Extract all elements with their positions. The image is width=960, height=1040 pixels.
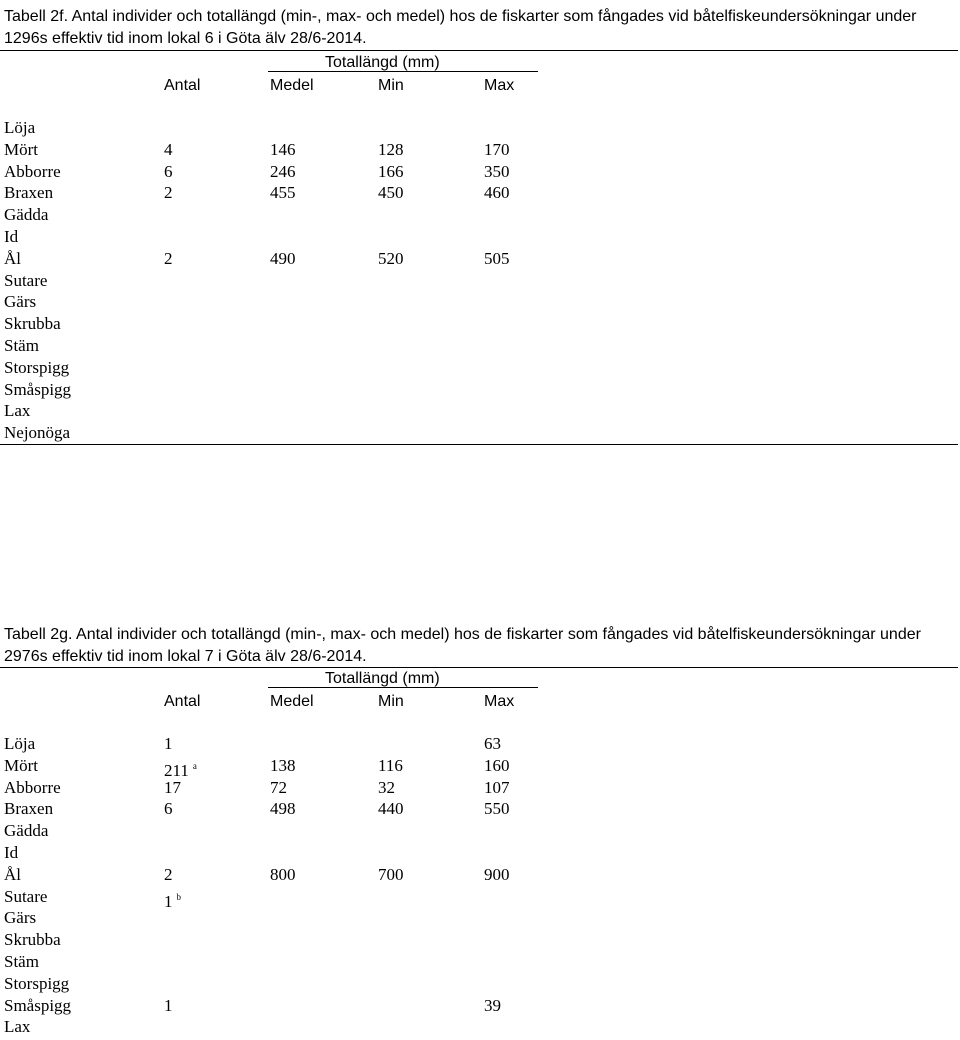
table-2f-bottom-rule: [0, 444, 958, 445]
species-cell: Gärs: [4, 908, 37, 928]
table-row: [4, 313, 564, 335]
table-row: [4, 248, 564, 270]
min-cell: 32: [378, 777, 395, 797]
species-cell: Gärs: [4, 292, 37, 312]
table-2f-col-antal: Antal: [164, 77, 201, 94]
table-2g-group-rule: [268, 687, 538, 688]
max-cell: 170: [484, 139, 510, 159]
antal-cell: 2: [164, 183, 173, 203]
table-row: [4, 842, 564, 864]
min-cell: 520: [378, 248, 404, 268]
antal-cell: 211 $^a$: [164, 760, 197, 780]
table-2f-col-max: Max: [484, 77, 515, 94]
species-cell: Lax: [4, 401, 31, 421]
table-row: [4, 335, 564, 357]
table-row: [4, 777, 564, 799]
table-2g-caption: Tabell 2g. Antal individer och totallängd (min-, max- och medel) hos de fiskarter som fångades vid båtelfiskeundersökningar under 2976s effektiv tid inom lokal 7 i Göta älv 28/6-2014.: [4, 626, 921, 665]
table-row: [4, 400, 564, 422]
max-cell: 350: [484, 161, 510, 181]
species-cell: Mört: [4, 755, 38, 775]
medel-cell: 490: [270, 248, 296, 268]
table-row: [4, 357, 564, 379]
species-cell: Id: [4, 227, 19, 246]
table-2f-caption: Tabell 2f. Antal individer och totallängd (min-, max- och medel) hos de fiskarter som fångades vid båtelfiskeundersökningar under 1296s effektiv tid inom lokal 6 i Göta älv 28/6-2014.: [4, 8, 917, 47]
table-row: [4, 733, 564, 755]
footnote-marker: a: [192, 760, 197, 771]
max-cell: 460: [484, 183, 510, 203]
species-cell: Småspigg: [4, 379, 72, 399]
species-cell: Sutare: [4, 886, 48, 906]
table-2f-top-rule: [0, 50, 958, 51]
medel-cell: 138: [270, 755, 296, 775]
min-cell: 700: [378, 864, 404, 884]
species-cell: Abborre: [4, 777, 61, 797]
antal-cell: 4: [164, 139, 173, 159]
medel-cell: 455: [270, 183, 296, 203]
table-row: [4, 161, 564, 183]
species-cell: Löja: [4, 734, 36, 753]
table-row: [4, 886, 564, 911]
max-cell: 505: [484, 248, 510, 268]
species-cell: Storspigg: [4, 357, 70, 377]
table-row: [4, 755, 564, 780]
max-cell: 107: [484, 777, 510, 797]
table-2g-col-antal: Antal: [164, 693, 201, 710]
species-cell: Abborre: [4, 161, 61, 181]
table-2g-group-header: Totallängd (mm): [325, 670, 440, 687]
species-cell: Braxen: [4, 799, 54, 819]
footnote-marker: b: [176, 891, 181, 902]
max-cell: 550: [484, 799, 510, 819]
species-cell: Braxen: [4, 183, 54, 203]
species-cell: Skrubba: [4, 930, 61, 950]
table-row: [4, 182, 564, 204]
antal-cell: 6: [164, 161, 173, 181]
species-cell: Id: [4, 843, 19, 862]
antal-cell: 2: [164, 864, 173, 884]
medel-cell: 146: [270, 139, 296, 159]
antal-cell: 17: [164, 777, 181, 797]
table-row: [4, 907, 564, 929]
species-cell: Storspigg: [4, 973, 70, 993]
min-cell: 450: [378, 183, 404, 203]
table-row: [4, 379, 564, 401]
table-row: [4, 798, 564, 820]
max-cell: 160: [484, 755, 510, 775]
species-cell: Stäm: [4, 952, 39, 971]
species-cell: Mört: [4, 139, 38, 159]
table-row: [4, 117, 564, 139]
table-row: [4, 270, 564, 292]
table-2f-group-rule: [268, 71, 538, 72]
table-row: [4, 820, 564, 842]
table-2f-col-medel: Medel: [270, 77, 314, 94]
species-cell: Stäm: [4, 336, 39, 355]
table-2g-col-max: Max: [484, 693, 515, 710]
min-cell: 440: [378, 799, 404, 819]
antal-cell: 1: [164, 995, 173, 1015]
min-cell: 116: [378, 755, 403, 775]
max-cell: 63: [484, 734, 501, 753]
species-cell: Nejonöga: [4, 423, 71, 443]
table-row: [4, 291, 564, 313]
medel-cell: 800: [270, 864, 296, 884]
table-2g-col-medel: Medel: [270, 693, 314, 710]
table-row: [4, 1016, 564, 1038]
table-row: [4, 204, 564, 226]
table-2f-col-min: Min: [378, 77, 404, 94]
species-cell: Lax: [4, 1017, 31, 1037]
species-cell: Gädda: [4, 821, 49, 841]
table-row: [4, 226, 564, 248]
table-row: [4, 139, 564, 161]
table-2g-col-min: Min: [378, 693, 404, 710]
antal-cell: 1 $^b$: [164, 891, 181, 911]
species-cell: Småspigg: [4, 995, 72, 1015]
antal-cell: 1: [164, 734, 173, 753]
min-cell: 128: [378, 139, 404, 159]
table-row: [4, 973, 564, 995]
table-2f-group-header: Totallängd (mm): [325, 54, 440, 71]
max-cell: 900: [484, 864, 510, 884]
medel-cell: 72: [270, 777, 287, 797]
antal-cell: 6: [164, 799, 173, 819]
table-row: [4, 951, 564, 973]
medel-cell: 498: [270, 799, 296, 819]
min-cell: 166: [378, 161, 404, 181]
table-row: [4, 995, 564, 1017]
table-row: [4, 929, 564, 951]
antal-cell: 2: [164, 248, 173, 268]
species-cell: Ål: [4, 864, 21, 884]
medel-cell: 246: [270, 161, 296, 181]
species-cell: Skrubba: [4, 314, 61, 334]
table-row: [4, 422, 564, 444]
species-cell: Ål: [4, 248, 21, 268]
max-cell: 39: [484, 995, 501, 1015]
table-2g-top-rule: [0, 667, 958, 668]
species-cell: Gädda: [4, 205, 49, 225]
species-cell: Sutare: [4, 270, 48, 290]
table-row: [4, 864, 564, 886]
species-cell: Löja: [4, 118, 36, 137]
